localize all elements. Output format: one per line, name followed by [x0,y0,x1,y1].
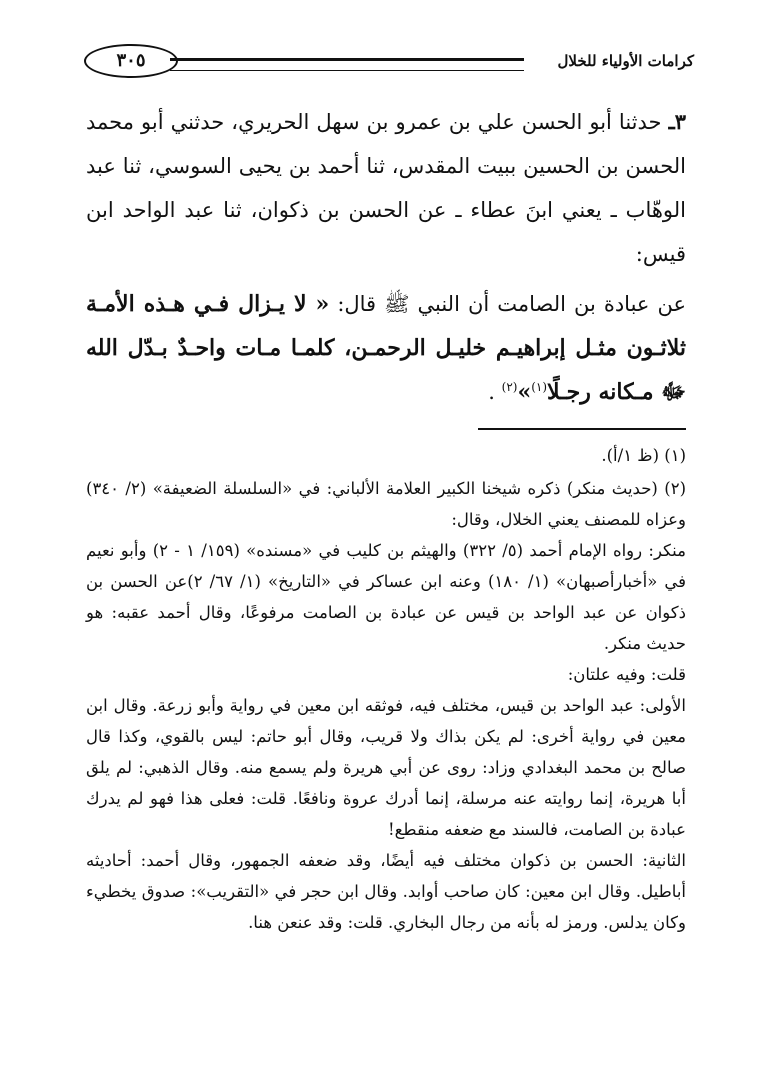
hadith-matn: « لا يـزال فـي هـذه الأمـة ثلاثـون مثـل إبراهيـم خليـل الرحمـن، كلمـا مـات واحـدٌ بـدّل الله ﷻ مـكانه رجـلًا [86,291,686,405]
footnote-1: (١) (ظ ١/أ). [601,446,686,465]
isnad-part-1: حدثنا أبو الحسن علي بن عمرو بن سهل الحريري، حدثني أبو محمد الحسن بن الحسين ببيت المقدس، ثنا أحمد بن يحيى السوسي، ثنا عبد الوهّاب ـ يعني ابنَ عطاء ـ عن الحسن بن ذكوان، ثنا عبد الواحد ابن قيس: [86,110,686,266]
book-title: كرامات الأولياء للخلال [557,52,694,70]
footnote-2-second-defect: الثانية: الحسن بن ذكوان مختلف فيه أيضًا، وقد ضعفه الجمهور، وقال أحمد: أحاديثه أباطيل. وقال ابن معين: كان صاحب أوابد. وقال ابن حجر في «التقريب»: صدوق يخطيء وكان يدلس. ورمز له بأنه من رجال البخاري. قلت: وقد عنعن هنا. [86,851,686,932]
footnote-2: (٢) (حديث منكر) ذكره شيخنا الكبير العلامة الألباني: في «السلسلة الضعيفة» (٢/ ٣٤٠) وعزاه للمصنف يعني الخلال، وقال: [86,479,686,529]
footnote-ref-1: (١) [531,380,548,394]
footnote-2-takhrij: منكر: رواه الإمام أحمد (٥/ ٣٢٢) والهيثم بن كليب في «مسنده» (١٥٩/ ١ - ٢) وأبو نعيم في «أخبارأصبهان» (١/ ١٨٠) وعنه ابن عساكر في «التاريخ» (١/ ٦٧/ ٢)عن الحسن بن ذكوان عن عبد الواحد بن قيس عن عبادة بن الصامت مرفوعًا، وقال أحمد عقبه: هو حديث منكر. [86,541,687,653]
header-rule [170,58,524,71]
footnote-2-first-defect: الأولى: عبد الواحد بن قيس، مختلف فيه، فوثقه ابن معين في رواية وأبو زرعة. وقال ابن معين في رواية أخرى: لم يكن بذاك ولا قريب، وقال أبو حاتم: ليس بالقوي، وكذا قال صالح بن محمد البغدادي وزاد: روى عن أبي هريرة ولم يسمع منه. وقال الذهبي: لم يلق أبا هريرة، إنما روايته عنه مرسلة، إنما أدرك عروة ونافعًا. قلت: فعلى هذا فهو لم يدرك عبادة بن الصامت، فالسند مع ضعفه منقطع! [86,696,686,839]
footnote-separator [478,428,686,430]
hadith-number: ٣ـ [668,109,686,134]
hadith-isnad [86,100,686,276]
running-header [84,44,694,84]
matn-end: . [488,380,502,404]
footnote-ref-2: (٢) [501,380,518,394]
hadith-text [86,100,686,414]
isnad-part-2: عن عبادة بن الصامت أن النبي ﷺ قال: [337,292,686,316]
matn-close-quote: » [517,379,532,405]
page-number: ٣٠٥ [84,44,178,78]
hadith-matn-paragraph [86,282,686,414]
footnote-2-note: قلت: وفيه علتان: [567,665,686,684]
footnotes [86,440,686,938]
